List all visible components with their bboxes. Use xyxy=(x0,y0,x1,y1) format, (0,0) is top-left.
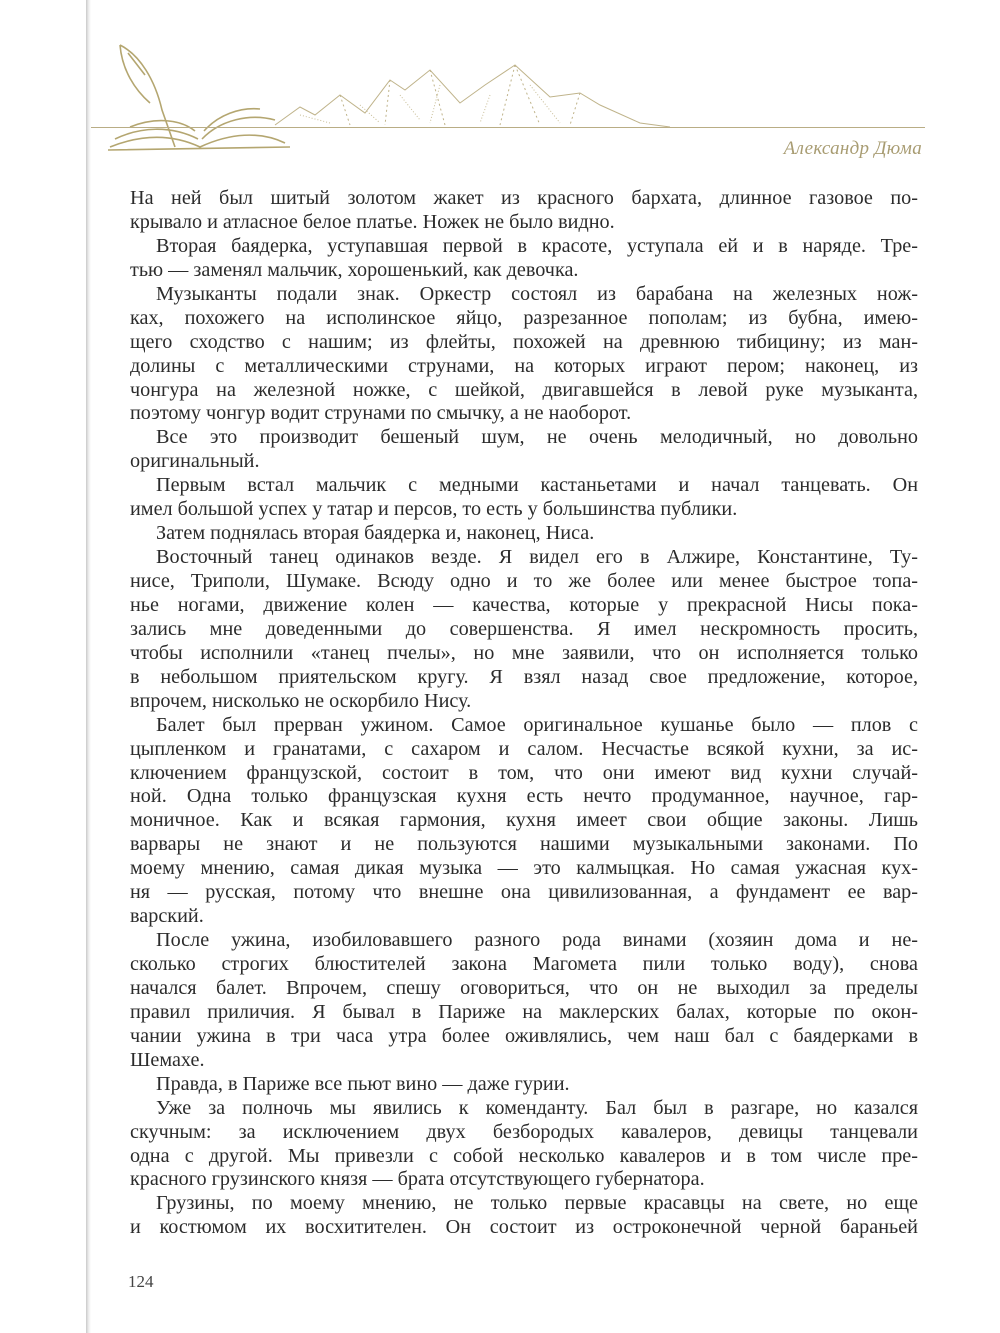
paragraph xyxy=(130,235,918,283)
text-line: поэтому чонгур водит струнами по смычку, а не наоборот. xyxy=(130,402,632,425)
text-line: цыпленком и гранатами, с сахаром и салом. Несчастье всякой кухни, за ис- xyxy=(130,737,918,760)
text-line: и костюмом их восхитителен. Он состоит из остроконечной черной бараньей xyxy=(130,1216,918,1239)
text-line: красного грузинского князя — брата отсутствующего губернатора. xyxy=(130,1168,705,1191)
text-line: ключением французской, состоит в том, что они имеют вид кухни случай- xyxy=(130,761,918,784)
text-line: ня — русская, потому что внешне она цивилизованная, а фундамент ее вар- xyxy=(130,881,918,904)
page-number: 124 xyxy=(128,1272,154,1291)
open-book-icon xyxy=(108,109,290,150)
text-line: На ней был шитый золотом жакет из красного бархата, длинное газовое по- xyxy=(130,187,918,209)
text-line: варский. xyxy=(130,905,204,928)
running-head-author: Александр Дюма xyxy=(783,138,922,159)
text-line: Первым встал мальчик с медными кастаньетами и начал танцевать. Он xyxy=(156,474,918,497)
text-line: чании ужина в три часа утра более оживлялись, чем наш бал с баядерками в xyxy=(130,1024,918,1047)
text-line: крывало и атласное белое платье. Ножек не было видно. xyxy=(130,210,615,233)
text-line: чтобы исполнили «танец пчелы», но мне заявили, что он исполняется только xyxy=(130,641,918,664)
text-line: впрочем, нисколько не оскорбило Нису. xyxy=(130,689,472,712)
text-line: скучным: за исключением двух безбородых кавалеров, девицы танцевали xyxy=(130,1120,918,1143)
text-line: в небольшом приятельском кругу. Я взял назад свое предложение, которое, xyxy=(130,665,918,688)
text-line: ной. Одна только французская кухня есть нечто продуманное, научное, гар- xyxy=(130,785,918,808)
text-line: Музыканты подали знак. Оркестр состоял из барабана на железных нож- xyxy=(156,282,918,305)
text-line: чонгура на железной ножке, с шейкой, двигавшейся в левой руке музыканта, xyxy=(130,378,918,401)
text-line: Правда, в Париже все пьют вино — даже гурии. xyxy=(156,1072,570,1095)
text-line: моему мнению, самая дикая музыка — это калмыцкая. Но самая ужасная кух- xyxy=(130,857,918,880)
paragraph xyxy=(130,929,918,1073)
text-line: Грузины, по моему мнению, не только первые красавцы на свете, но еще xyxy=(156,1192,918,1215)
paragraph xyxy=(130,187,918,235)
text-line: щего сходство с нашим; из флейты, похожей на древнюю тибицину; из ман- xyxy=(130,330,918,353)
paragraph xyxy=(130,522,918,546)
quill-icon xyxy=(120,45,175,147)
header-rule xyxy=(91,127,925,128)
text-line: Вторая баядерка, уступавшая первой в красоте, уступала ей и в наряде. Тре- xyxy=(156,234,918,257)
paragraph xyxy=(130,714,918,929)
text-line: Уже за полночь мы явились к коменданту. Бал был в разгаре, но казался xyxy=(156,1096,918,1119)
book-quill-mountains-ornament xyxy=(100,35,780,160)
text-line: тью — заменял мальчик, хорошенький, как девочка. xyxy=(130,258,579,281)
paragraph xyxy=(130,1192,918,1240)
text-line: зались мне доведенными до совершенства. Я имел нескромность просить, xyxy=(130,617,918,640)
text-line: долины с металлическими струнами, на которых играют пером; наконец, из xyxy=(130,354,918,377)
text-line: Шемахе. xyxy=(130,1048,205,1071)
text-line: ках, похожего на исполинское яйцо, разрезанное пополам; из бубна, имею- xyxy=(130,306,918,329)
text-line: одна с другой. Мы привезли с собой несколько кавалеров и в том числе пре- xyxy=(130,1144,918,1167)
text-line: варвары не знают и не пользуются нашими музыкальными законами. По xyxy=(130,833,918,856)
paragraph xyxy=(130,474,918,522)
text-line: правил приличия. Я бывал в Париже на маклерских балах, которые по окон- xyxy=(130,1000,918,1023)
text-line: начался балет. Впрочем, спешу оговориться, что он не выходил за пределы xyxy=(130,976,918,999)
text-line: сколько строгих блюстителей закона Магомета пили только воду), снова xyxy=(130,953,918,975)
paragraph xyxy=(130,283,918,427)
text-line: Балет был прерван ужином. Самое оригинальное кушанье было — плов с xyxy=(156,713,918,736)
paragraph xyxy=(130,1073,918,1097)
body-text xyxy=(130,187,918,1240)
text-line: нисе, Триполи, Шумаке. Всюду одно и то же более или менее быстрое топа- xyxy=(130,570,918,592)
page-gutter-edge xyxy=(86,0,91,1333)
text-line: После ужина, изобиловавшего разного рода винами (хозяин дома и не- xyxy=(156,929,918,952)
text-line: нье ногами, движение колен — качества, которые у прекрасной Нисы пока- xyxy=(130,593,918,616)
text-line: оригинальный. xyxy=(130,450,260,473)
paragraph xyxy=(130,1097,918,1193)
text-line: Восточный танец одинаков везде. Я видел его в Алжире, Константине, Ту- xyxy=(156,546,918,569)
mountains xyxy=(275,65,670,127)
text-line: Все это производит бешеный шум, не очень мелодичный, но довольно xyxy=(156,426,918,449)
text-line: Затем поднялась вторая баядерка и, наконец, Ниса. xyxy=(156,522,595,545)
text-line: моничное. Как и всякая гармония, кухня имеет свои общие законы. Лишь xyxy=(130,809,918,832)
paragraph xyxy=(130,546,918,714)
paragraph xyxy=(130,426,918,474)
text-line: имел большой успех у татар и персов, то есть у большинства публики. xyxy=(130,498,738,521)
